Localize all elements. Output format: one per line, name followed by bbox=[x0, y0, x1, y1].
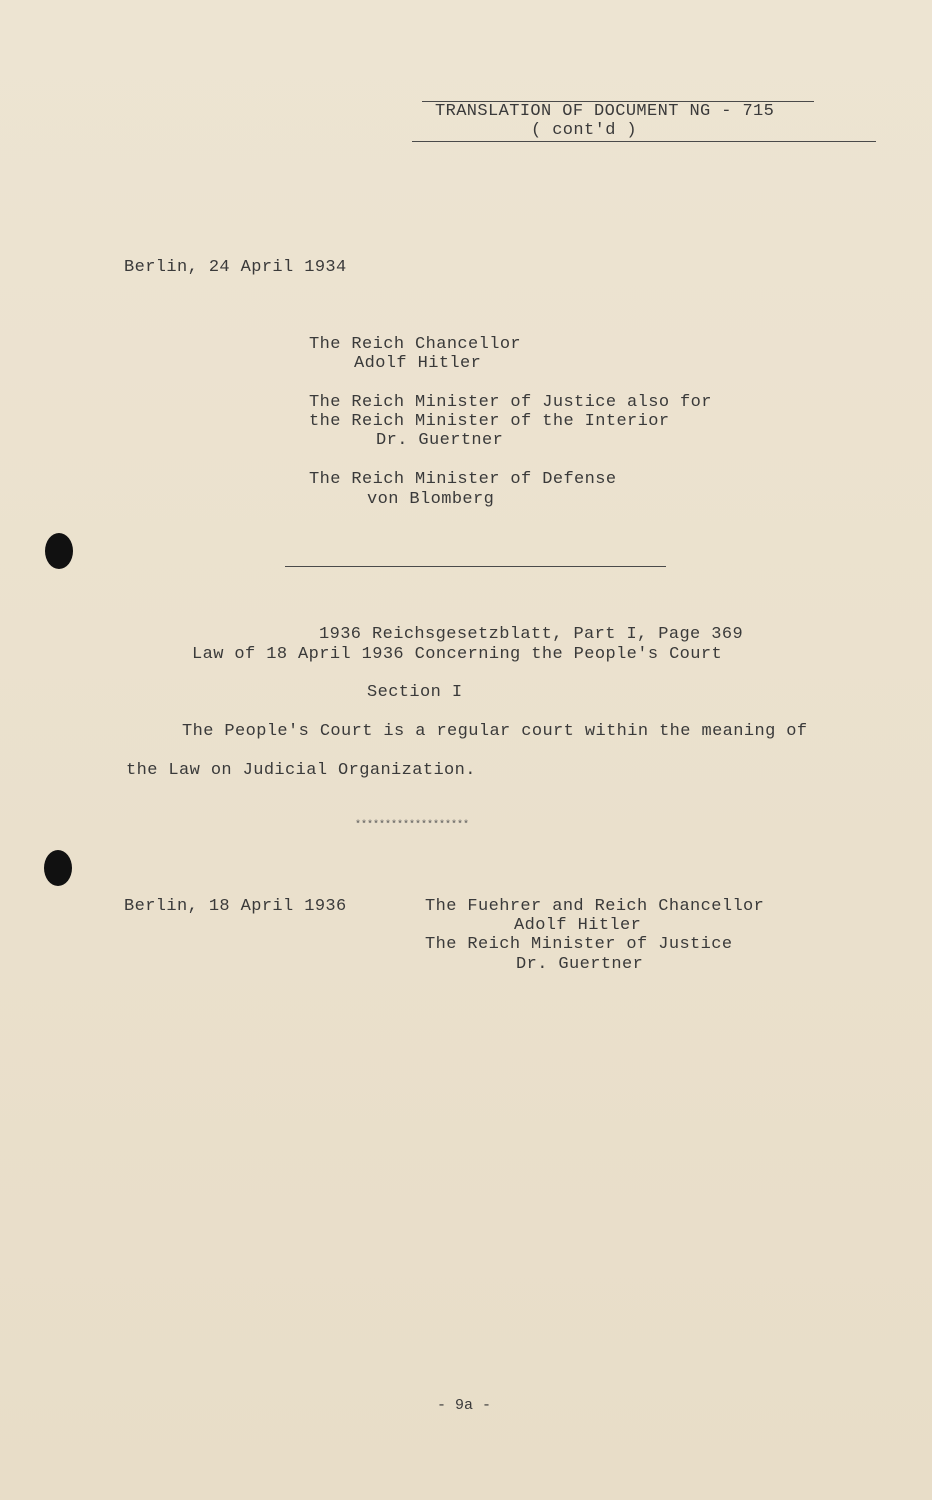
second-place-date: Berlin, 18 April 1936 bbox=[124, 897, 347, 916]
header-bottom-rule bbox=[412, 141, 876, 142]
second-signatory-2-name: Dr. Guertner bbox=[516, 955, 644, 974]
section-divider bbox=[285, 566, 666, 567]
law-text-line-2: the Law on Judicial Organization. bbox=[126, 761, 476, 780]
document-title: TRANSLATION OF DOCUMENT NG - 715 bbox=[435, 102, 775, 121]
signatory-2-title: The Reich Minister of Justice also for bbox=[309, 393, 712, 412]
law-source: 1936 Reichsgesetzblatt, Part I, Page 369 bbox=[319, 625, 744, 644]
signatory-1-name: Adolf Hitler bbox=[354, 354, 482, 373]
star-separator: ******************* bbox=[355, 820, 470, 831]
page-number: - 9a - bbox=[437, 1397, 492, 1414]
signatory-2-title-cont: the Reich Minister of the Interior bbox=[309, 412, 670, 431]
second-signatory-1-title: The Fuehrer and Reich Chancellor bbox=[425, 897, 765, 916]
document-subtitle: ( cont'd ) bbox=[531, 121, 638, 140]
signatory-1-title: The Reich Chancellor bbox=[309, 335, 522, 354]
second-signatory-1-name: Adolf Hitler bbox=[514, 916, 642, 935]
signatory-2-name: Dr. Guertner bbox=[376, 431, 504, 450]
first-place-date: Berlin, 24 April 1934 bbox=[124, 258, 347, 277]
punch-hole-bottom bbox=[44, 850, 72, 886]
law-section-heading: Section I bbox=[367, 683, 463, 702]
signatory-3-title: The Reich Minister of Defense bbox=[309, 470, 617, 489]
punch-hole-top bbox=[45, 533, 73, 569]
law-text-line-1: The People's Court is a regular court within the meaning of bbox=[182, 722, 808, 741]
signatory-3-name: von Blomberg bbox=[367, 490, 495, 509]
law-title: Law of 18 April 1936 Concerning the People's Court bbox=[192, 645, 723, 664]
second-signatory-2-title: The Reich Minister of Justice bbox=[425, 935, 733, 954]
